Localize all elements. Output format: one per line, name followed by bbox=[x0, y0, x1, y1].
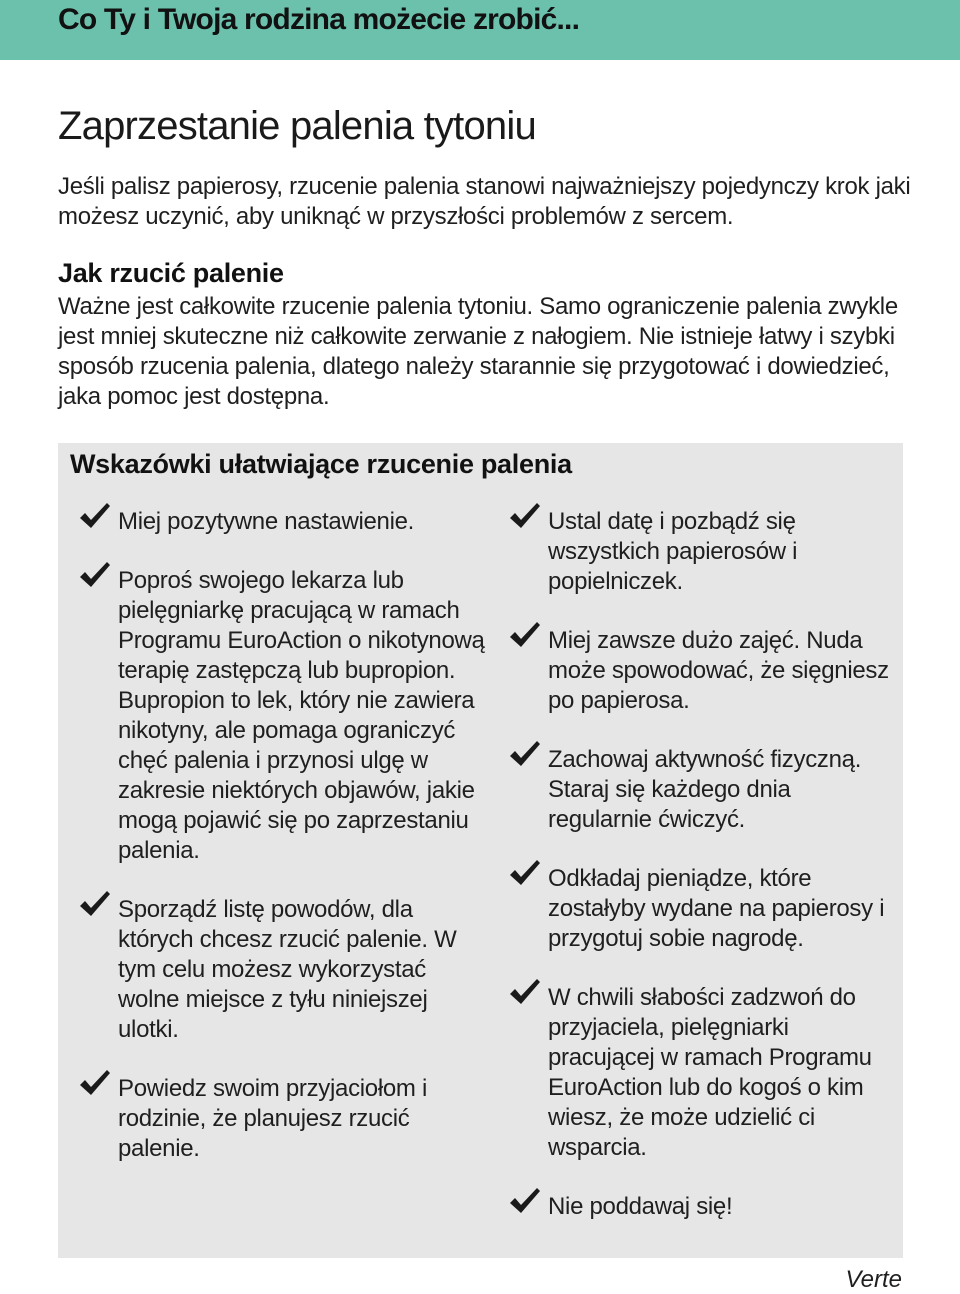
tip-text: Ustal datę i pozbądź się wszystkich papierosów i popielniczek. bbox=[548, 508, 798, 595]
tip-item bbox=[508, 864, 900, 954]
checkmark-icon bbox=[508, 620, 542, 650]
header-bar bbox=[0, 0, 960, 60]
tip-text: Nie poddawaj się! bbox=[548, 1193, 733, 1220]
tip-item bbox=[78, 895, 488, 1045]
checkmark-icon bbox=[508, 858, 542, 888]
checkmark-icon bbox=[508, 501, 542, 531]
tips-title: Wskazówki ułatwiające rzucenie palenia bbox=[70, 449, 572, 479]
section-paragraph: Ważne jest całkowite rzucenie palenia tytoniu. Samo ograniczenie palenia zwykle jest mniej skuteczne niż całkowite zerwanie z nałogiem. Nie istnieje łatwy i szybki sposób rzucenia palenia, dlatego należy starannie się przygotować i dowiedzieć, jaka pomoc jest dostępna. bbox=[58, 293, 898, 410]
tip-text: Miej zawsze dużo zajęć. Nuda może spowodować, że sięgniesz po papierosa. bbox=[548, 627, 889, 714]
tip-item bbox=[508, 507, 900, 597]
tips-list-left bbox=[78, 507, 488, 1193]
checkmark-icon bbox=[78, 889, 112, 919]
tip-item bbox=[78, 1074, 488, 1164]
tip-text: W chwili słabości zadzwoń do przyjaciela, pielęgniarki pracującej w ramach Programu EuroAction lub do kogoś o kim wiesz, że może udzielić ci wsparcia. bbox=[548, 984, 872, 1161]
intro-paragraph: Jeśli palisz papierosy, rzucenie palenia stanowi najważniejszy pojedynczy krok jaki możesz uczynić, aby uniknąć w przyszłości problemów z sercem. bbox=[58, 173, 911, 230]
checkmark-icon bbox=[508, 739, 542, 769]
tip-text: Powiedz swoim przyjaciołom i rodzinie, że planujesz rzucić palenie. bbox=[118, 1075, 428, 1162]
tip-item bbox=[508, 745, 900, 835]
tip-text: Odkładaj pieniądze, które zostałyby wydane na papierosy i przygotuj sobie nagrodę. bbox=[548, 865, 885, 952]
tip-item bbox=[508, 1192, 900, 1222]
page-title: Zaprzestanie palenia tytoniu bbox=[58, 104, 536, 148]
checkmark-icon bbox=[508, 977, 542, 1007]
header-title: Co Ty i Twoja rodzina możecie zrobić... bbox=[58, 3, 580, 36]
tip-item bbox=[508, 983, 900, 1163]
tip-item bbox=[508, 626, 900, 716]
tip-text: Poproś swojego lekarza lub pielęgniarkę pracującą w ramach Programu EuroAction o nikotynową terapię zastępczą lub bupropion. Bupropion to lek, który nie zawiera nikotyny, ale pomaga ograniczyć chęć palenia i przynosi ulgę w zakresie niektórych objawów, jakie mogą pojawić się po zaprzestaniu palenia. bbox=[118, 567, 485, 864]
checkmark-icon bbox=[78, 560, 112, 590]
tip-text: Sporządź listę powodów, dla których chcesz rzucić palenie. W tym celu możesz wykorzystać wolne miejsce z tyłu niniejszej ulotki. bbox=[118, 896, 457, 1043]
tip-text: Miej pozytywne nastawienie. bbox=[118, 508, 415, 535]
tip-item bbox=[78, 566, 488, 866]
tips-box bbox=[58, 443, 903, 1258]
section-heading: Jak rzucić palenie bbox=[58, 258, 284, 288]
tip-text: Zachowaj aktywność fizyczną. Staraj się każdego dnia regularnie ćwiczyć. bbox=[548, 746, 862, 833]
verte-label: Verte bbox=[845, 1266, 902, 1293]
checkmark-icon bbox=[78, 501, 112, 531]
checkmark-icon bbox=[508, 1186, 542, 1216]
tip-item bbox=[78, 507, 488, 537]
checkmark-icon bbox=[78, 1068, 112, 1098]
tips-list-right bbox=[508, 507, 900, 1251]
